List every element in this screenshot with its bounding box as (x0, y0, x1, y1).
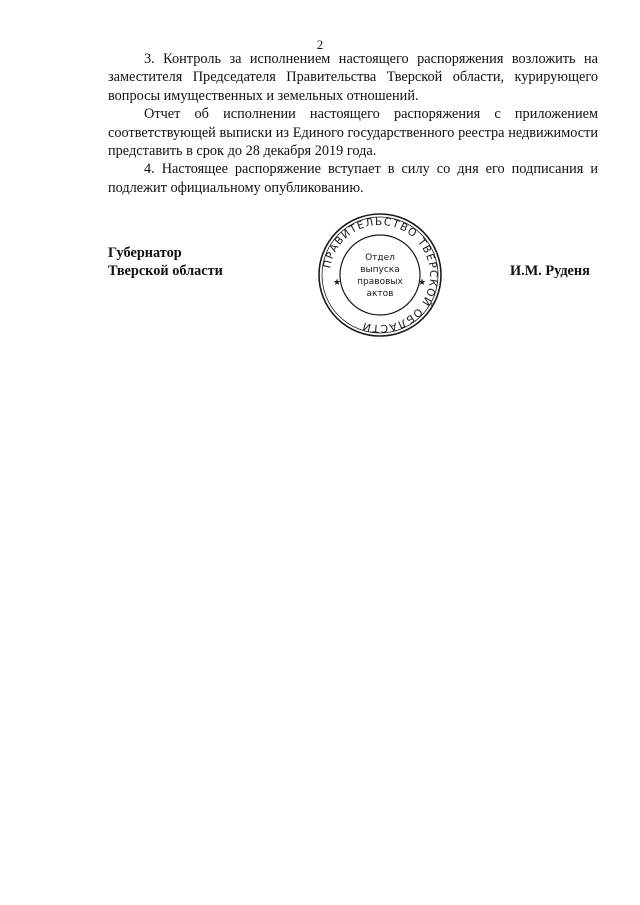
seal-ring-text: ПРАВИТЕЛЬСТВО ТВЕРСКОЙ ОБЛАСТИ (321, 215, 440, 335)
signatory-position (108, 244, 223, 281)
official-seal-stamp (315, 210, 445, 340)
paragraph-report: Отчет об исполнении настоящего распоряжения с приложением соответствующей выписки из Единого государственного реестра недвижимости представить в срок до 28 декабря 2019 года. (108, 106, 598, 160)
seal-star-left: ★ (333, 278, 342, 288)
seal-center-line-1: Отдел (365, 253, 395, 263)
seal-center-line-4: актов (366, 289, 394, 299)
position-line-2: Тверской области (108, 263, 223, 280)
seal-center-ring (340, 235, 420, 315)
paragraph-control: 3. Контроль за исполнением настоящего распоряжения возложить на заместителя Председателя Правительства Тверской области, курирующего вопросы имущественных и земельных отношений. (108, 51, 598, 104)
signatory-name: И.М. Руденя (510, 263, 590, 279)
position-line-1: Губернатор (108, 245, 182, 261)
page-number: 2 (316, 37, 324, 52)
paragraph-effective: 4. Настоящее распоряжение вступает в силу со дня его подписания и подлежит официальному опубликованию. (108, 161, 598, 196)
seal-center-line-3: правовых (357, 277, 403, 287)
seal-star-right: ★ (418, 278, 427, 288)
seal-outer-ring (319, 214, 441, 336)
seal-center-line-2: выпуска (360, 265, 400, 275)
